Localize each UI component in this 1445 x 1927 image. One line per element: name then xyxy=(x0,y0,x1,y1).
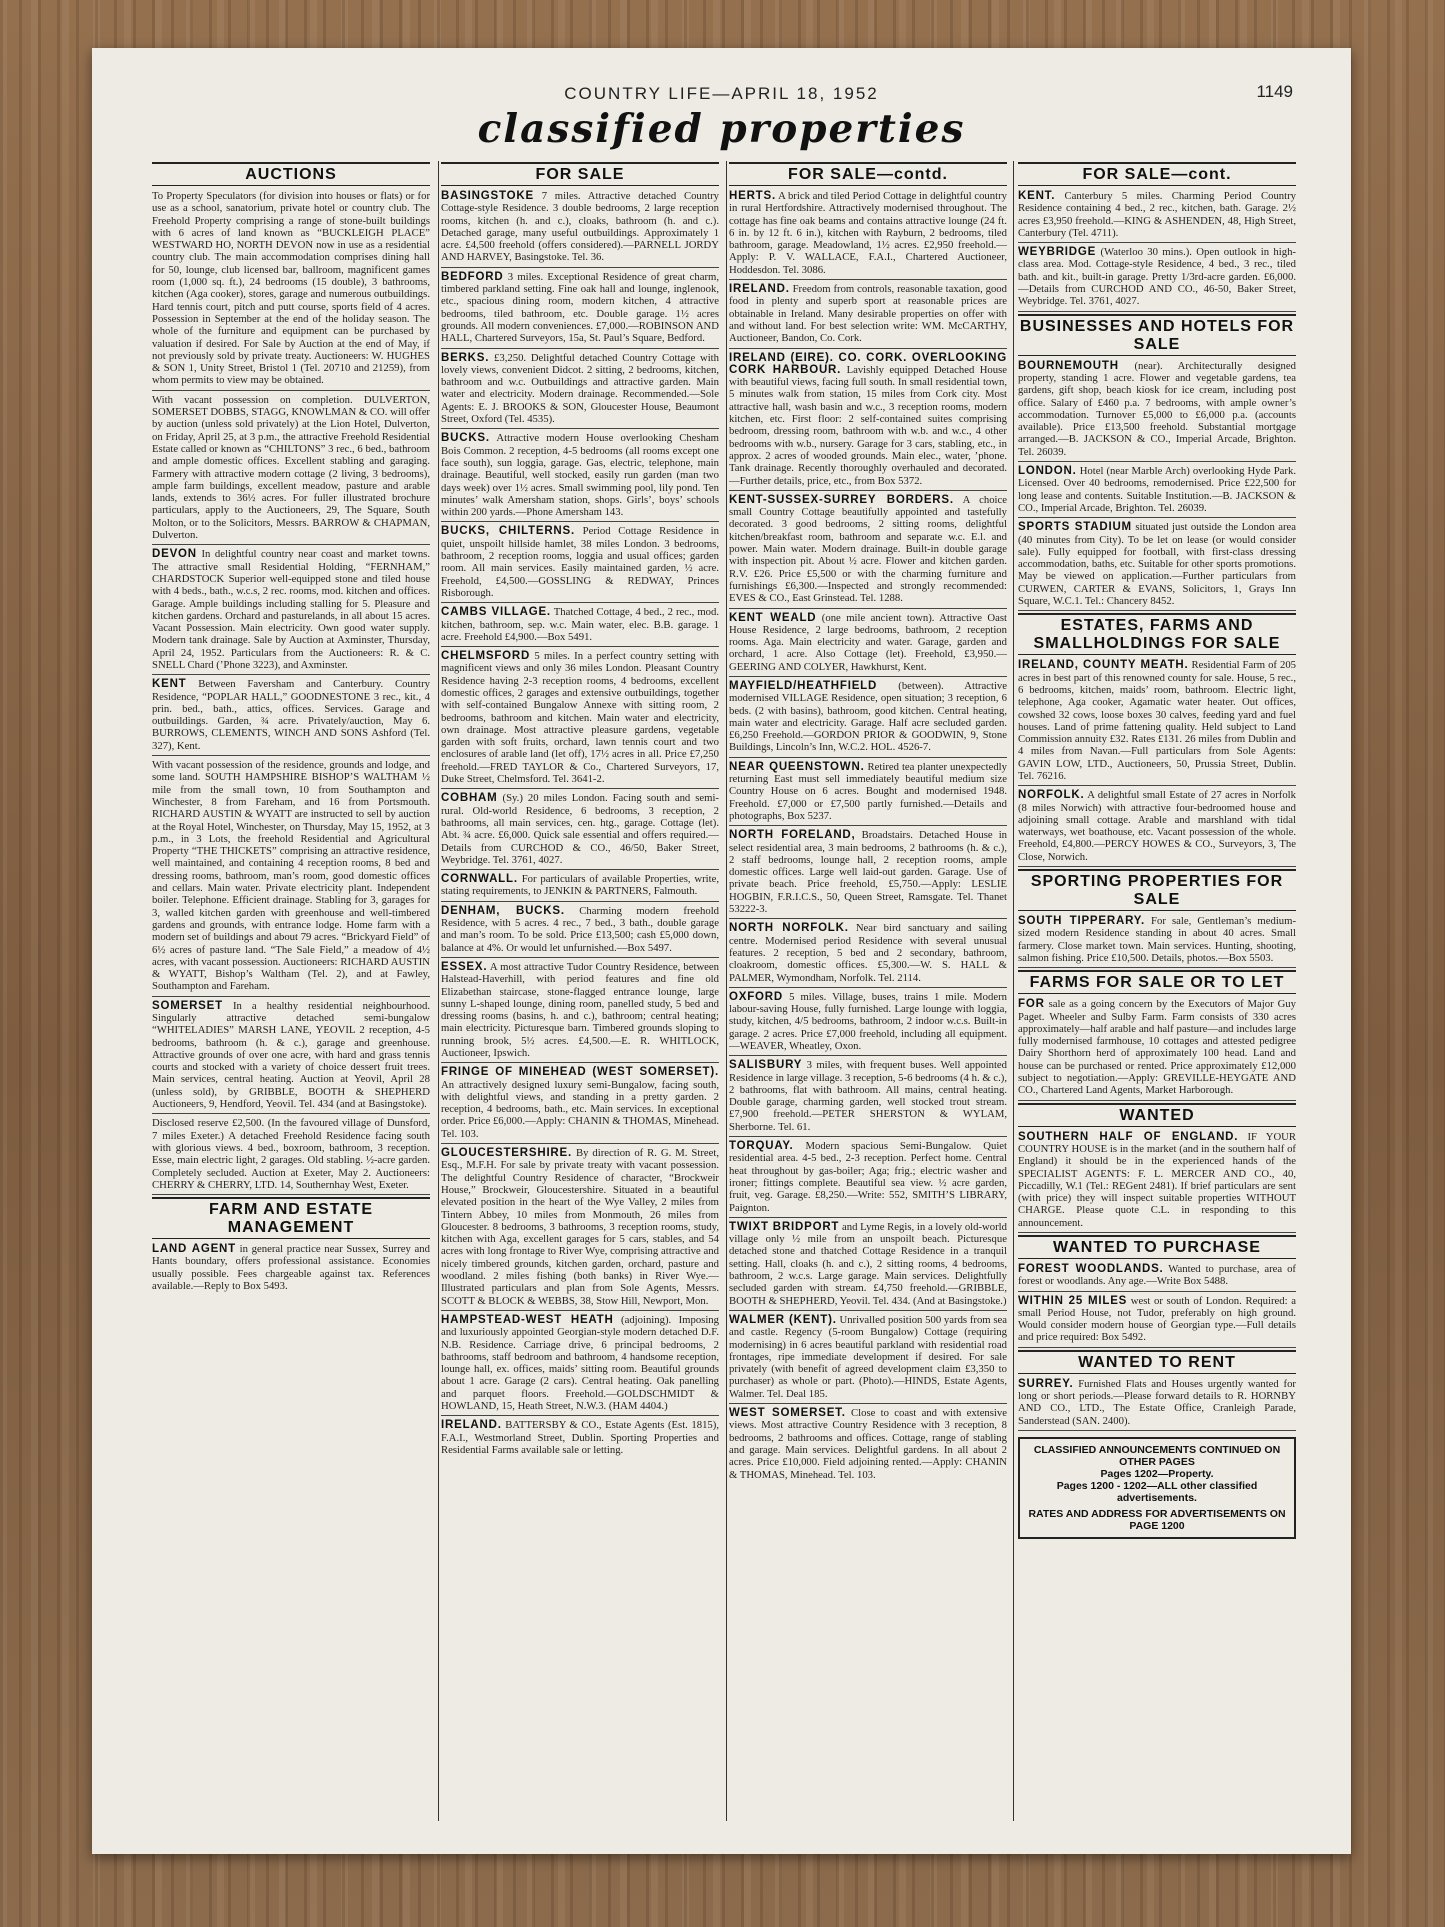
classified-ad xyxy=(729,493,1007,609)
ad-heading: TWIXT BRIDPORT xyxy=(729,1220,840,1233)
ad-heading: CORNWALL. xyxy=(441,873,518,886)
ad-text: 5 miles. In a perfect country setting with magnificent views and only 36 miles London. Pleasant Country Residence having 2-3 reception rooms, 4 bedrooms, excellent domestic offices, 2 garages and extensive outbuildings, together with self-contained Bungalow Annexe with sitting room, 2 bedrooms, bathroom and kitchen. Main water and electricity, own drainage. Most attractive pleasure gardens, vegetable garden with soft fruits, orchard, lawn tennis court and two enclosures of arable land (let off), 17½ acres in all. Price £7,250 freehold.—FRED TAYLOR & Co., Chartered Surveyors, 17, Duke Street, Chelmsford. Tel. 3641-2. xyxy=(441,650,719,786)
ad-text: (adjoining). Imposing and luxuriously appointed Georgian-style modern detached D.F. N.B. Residence. Carriage drive, 6 principal bedrooms, 2 bathrooms, staff bedroom and bathroom, 4 handsome reception, lounge hall, ex. offices, maids’ sitting room. Beautiful grounds about 1 acre. Garage (2 cars). Central heating. Oak panelling and parquet floors. Freehold.—GOLDSCHMIDT & HOWLAND, 15, Heath Street, N.W.3. (HAM 4404.) xyxy=(441,1313,719,1413)
ad-heading: DENHAM, BUCKS. xyxy=(441,904,565,917)
classified-ad xyxy=(729,1220,1007,1311)
classified-ad xyxy=(441,1313,719,1416)
classified-ad xyxy=(729,351,1007,491)
classified-ad xyxy=(1018,464,1296,518)
ad-text: In delightful country near coast and market towns. The attractive small Residential Holding, “FERNHAM,” CHARDSTOCK Superior well-equipped stone and tiled house with 4 beds., bath., w.c.s, 2 rec. rooms, mod. kitchen and offices. Garage. Ample buildings including stalling for 5. Pleasure and kitchen gardens. Orchard and pasturelands, in all about 15 acres. Vacant Possession. Main electricity. Own good water supply. Modern tank drainage. Sale by Auction at Axminster, Thursday, April 24, 1952. Particulars from the Auctioneers: R. & C. SNELL Chard (’Phone 3223), and Axminster. xyxy=(152,548,430,671)
classified-ad xyxy=(1018,788,1296,867)
ad-text: A most attractive Tudor Country Residence, between Halstead-Haverhill, with period features and fine old Elizabethan staircase, stone-flagged entrance lounge, large sunny L-shaped lounge, dining room, panelled study, 5 bed and dressing rooms (basins, h. and c.), bathroom; central heating; main electricity. Picturesque barn. Timbered grounds sloping to running brook, 5½ acres. £4,500.—E. R. WHITLOCK, Auctioneer, Ipswich. xyxy=(441,960,719,1059)
classified-ad xyxy=(729,990,1007,1056)
ad-heading: KENT WEALD xyxy=(729,611,817,624)
classified-ad xyxy=(729,611,1007,677)
ad-heading: COBHAM xyxy=(441,792,498,805)
ad-heading: FOR xyxy=(1018,998,1045,1011)
ad-text: BATTERSBY & CO., Estate Agents (Est. 1815), F.A.I., Westmorland Street, Dublin. Sporting Properties and Residential Farms available sale or letting. xyxy=(441,1419,719,1456)
column-1 xyxy=(152,160,430,1825)
classified-ad xyxy=(152,758,430,997)
classified-ad xyxy=(729,921,1007,987)
section-heading: WANTED xyxy=(1018,1103,1296,1127)
classified-ad xyxy=(729,1139,1007,1218)
classified-ad xyxy=(152,547,430,675)
classified-ad xyxy=(441,960,719,1063)
classified-ad xyxy=(729,679,1007,758)
column-4 xyxy=(1018,160,1296,1825)
ad-text: Broadstairs. Detached House in select residential area, 3 main bedrooms, 2 bathrooms (h. & c.), 2 staff bedrooms, lounge hall, 2 reception rooms, ample domestic offices. Large well laid-out garden. Garage. Use of private beach. Price freehold, £5,750.—Apply: LESLIE HOGBIN, F.R.I.C.S., 50, Queen Street, Ramsgate. Tel. Thanet 53222-3. xyxy=(729,829,1007,916)
classified-ad xyxy=(152,1116,430,1195)
classified-ad xyxy=(729,189,1007,280)
ad-text: For sale, Gentleman’s medium-sized modern Residence standing in about 40 acres. Small farmery. Close market town. Main services. Hunting, shooting, salmon fishing. Price £10,500. Details, photos.—Box 5503. xyxy=(1018,915,1296,964)
ad-heading: OXFORD xyxy=(729,990,783,1003)
ad-text: 3 miles, with frequent buses. Well appointed Residence in large village. 3 reception, 5-6 bedrooms (4 h. & c.), 2 bathrooms, flat with bathroom. All mains, central heating. Double garage, charming garden, well stocked trout stream. £7,900 freehold.—PETER SHERSTON & WYLAM, Sherborne. Tel. 61. xyxy=(729,1059,1007,1133)
classified-ad xyxy=(1018,1262,1296,1292)
ad-heading: FOREST WOODLANDS. xyxy=(1018,1263,1164,1275)
ad-heading: BUCKS. xyxy=(441,432,490,445)
ad-heading: CHELMSFORD xyxy=(441,650,531,663)
section-heading: WANTED TO PURCHASE xyxy=(1018,1235,1296,1259)
ad-text: In a healthy residential neighbourhood. Singularly attractive detached semi-bungalow “WHITELADIES” MARSH LANE, YEOVIL 2 reception, 4-5 bedrooms, bathroom (h. & c.), garage and greenhouse. Attractive grounds of over one acre, with hard and grass tennis courts and stocked with a variety of choice dessert fruit trees. Main services, central heating. Auction at Yeovil, April 28 (unless sold), by GRIBBLE, BOOTH & SHEPHERD Auctioneers, 9, Hendford, Yeovil. Tel. 434 (and at Basingstoke). xyxy=(152,999,430,1111)
ad-text: Close to coast and with extensive views. Most attractive Country Residence with 3 reception, 8 bedrooms, 2 bathrooms and offices. Cottage, range of stabling and garage. Main services. Delightful gardens. In all about 2 acres. Price £10,000. Field adjoining rented.—Apply: CHANIN & THOMAS, Minehead. Tel. 103. xyxy=(729,1407,1007,1481)
classified-ad xyxy=(729,828,1007,919)
ad-heading: NORTH NORFOLK. xyxy=(729,922,849,935)
classified-ad xyxy=(441,431,719,522)
notice-line: Pages 1202—Property. xyxy=(1100,1467,1214,1480)
classified-ad xyxy=(152,393,430,546)
ad-text: sale as a going concern by the Executors of Major Guy Paget. Wheeler and Sulby Farm. Farm consists of 330 acres approximately—half arable and half pasture—and includes large fully modernised farmhouse, 10 cottages and attested pedigree Dairy Shorthorn herd of approximately 100 head. Land and house can be purchased or rented. Price approximately £12,000 subject to negotiation.—Apply: GREVILLE-HEYGATE AND CO., Chartered Land Agents, Market Harborough. xyxy=(1018,998,1296,1097)
classified-ad xyxy=(1018,1130,1296,1233)
classified-ad xyxy=(441,270,719,349)
ad-heading: GLOUCESTERSHIRE. xyxy=(441,1147,573,1160)
ad-heading: KENT-SUSSEX-SURREY BORDERS. xyxy=(729,493,954,506)
section-heading: FOR SALE—contd. xyxy=(729,162,1007,186)
section-heading: FARM AND ESTATE MANAGEMENT xyxy=(152,1197,430,1239)
classified-ad xyxy=(1018,1294,1296,1348)
ad-text: Unrivalled position 500 yards from sea and castle. Regency (5-room Bungalow) Cottage (requiring modernising) in 6 acres beautiful parkland with residential road frontages, ripe immediate development if desired. For sale privately (with benefit of agreed development claim £3,350 to purchaser) as whole or part. (Photo).—HINDS, Estate Agents, Walmer. Tel. Deal 185. xyxy=(729,1313,1007,1400)
ad-text: in general practice near Sussex, Surrey and Hants boundary, offers professional assistance. Economies usually possible. Fees chargeable against tax. References available.—Reply to Box 5493. xyxy=(152,1243,430,1293)
classified-ad xyxy=(441,524,719,603)
ad-text: Attractive modern House overlooking Chesham Bois Common. 2 reception, 4-5 bedrooms (all rooms except one face south), sun loggia, garage. Gas, electric, telephone, main drainage. Beautiful, well stocked, easily run garden (man two days week) over 1½ acres. Small swimming pool, lily pond. Ten minutes’ walk Amersham station, shops. Girls’, boys’ schools within 200 yards.—Phone Amersham 143. xyxy=(441,432,719,519)
ad-heading: KENT. xyxy=(1018,190,1056,202)
classified-ad xyxy=(1018,359,1296,462)
column-rule xyxy=(438,161,439,1821)
ad-heading: HERTS. xyxy=(729,190,776,202)
ad-text: (between). Attractive modernised VILLAGE Residence, open situation; 3 reception, 6 beds. (2 with basins), bathroom, good kitchen. Central heating, main water and electricity. Garage. Half acre secluded garden. £6,250 Freehold.—GORDON PRIOR & GOODWIN, 9, Stone Buildings, Lincoln’s Inn, W.C.2. HOL. 4526-7. xyxy=(729,679,1007,754)
classified-ad xyxy=(729,1313,1007,1404)
ad-heading: WEYBRIDGE xyxy=(1018,246,1097,259)
ad-text: Charming modern freehold Residence, with 5 acres. 4 rec., 7 bed., 3 bath., double garage and man’s room. To be sold. Price £13,500; cash £5,000 down, balance at 4%. Or would let unfurnished.—Box 5497. xyxy=(441,904,719,954)
ad-text: situated just outside the London area (40 minutes from City). To be let on lease (or would consider sale). Fully equipped for football, with first-class dressing accommodation, baths, etc. Suitable for other sports promotions. May be viewed on application.—Further particulars from CURWEN, CARTER & EVANS, Solicitors, 1, Grays Inn Square, W.C.1. Tel.: Chancery 8452. xyxy=(1018,521,1296,608)
ad-heading: WITHIN 25 MILES xyxy=(1018,1294,1128,1307)
ad-heading: SALISBURY xyxy=(729,1059,803,1072)
section-heading: WANTED TO RENT xyxy=(1018,1350,1296,1374)
ad-text: (near). Architecturally designed property, standing 1 acre. Flower and vegetable gardens, tea gardens, gift shop, beach kiosk for ice cream, including post office. Salary of £460 p.a. 7 bedrooms, with ample owner’s accommodation. Turnover £5,000 to £6,000 p.a. (accounts available). Price £13,500 freehold. Substantial mortgage arranged.—B. JACKSON & CO., Imperial Arcade, Brighton. Tel. 26039. xyxy=(1018,359,1296,458)
ad-text: Thatched Cottage, 4 bed., 2 rec., mod. kitchen, bathroom, sep. w.c. Main water, elec. B.B. garage. 1 acre. Freehold £4,900.—Box 5491. xyxy=(441,606,719,643)
classified-ad xyxy=(441,791,719,870)
ad-text: 3 miles. Exceptional Residence of great charm, timbered parkland setting. Fine oak hall and lounge, inglenook, etc., spacious dining room, modern kitchen, 4 attractive bedrooms, tiled bathroom, etc. Double garage. 1½ acres grounds. All modern conveniences. £7,000.—ROBINSON AND HALL, Chartered Surveyors, 15a, St. Paul’s Square, Bedford. xyxy=(441,270,719,345)
section-heading: FOR SALE—cont. xyxy=(1018,162,1296,186)
ad-heading: NORTH FORELAND, xyxy=(729,829,856,842)
classified-ad xyxy=(1018,189,1296,243)
ad-text: (Waterloo 30 mins.). Open outlook in high-class area. Mod. Cottage-style Residence, 4 bed., 3 rec., tiled bath. and kit., built-in garage. Pretty 1/3rd-acre garden. £6,000.—Details from CURCHOD AND CO., 46-50, Baker Street, Weybridge. Tel. 3761, 4027. xyxy=(1018,246,1296,308)
ad-text: IF YOUR COUNTRY HOUSE is in the market (and in the southern half of England) it should be in the experienced hands of the SPECIALIST AGENTS: F. L. MERCER AND CO., 40, Piccadilly, W.1 (Tel.: REGent 2481). If brief particulars are sent (with price) they will inspect suitable properties WITHOUT CHARGE. Please quote C.L. in responding to this announcement. xyxy=(1018,1130,1296,1229)
ad-text: (Sy.) 20 miles London. Facing south and semi-rural. Old-world Residence, 6 bedrooms, 3 reception, 2 bathrooms, all main services, cen. htg., garage. Cottage (let). Abt. ¾ acre. £6,000. Quick sale essential and offers required.—Details from CURCHOD & CO., 46/50, Baker Street, Weybridge. Tel. 3761, 4027. xyxy=(441,792,719,866)
ad-heading: IRELAND (EIRE). CO. CORK. OVERLOOKING CORK HARBOUR. xyxy=(729,351,1007,376)
column-3 xyxy=(729,160,1007,1825)
ad-text: A delightful small Estate of 27 acres in Norfolk (8 miles Norwich) with attractive four-bedroomed house and adjoining small cottage. Arable and marshland with tidal waterways, wet boathouse, etc. Vacant possession of the whole. Freehold, £4,800.—PERCY HOWES & CO., Surveyors, 3, The Close, Norwich. xyxy=(1018,789,1296,863)
notice-line: Pages 1200 - 1202—ALL other classified advertisements. xyxy=(1056,1479,1258,1504)
ad-text: To Property Speculators (for division into houses or flats) or for use as a school, sanatorium, private hotel or country club. The Freehold Property comprising a range of stone-built buildings with 6 acres of land known as “BUCKLEIGH PLACE” WESTWARD HO, NORTH DEVON now in use as a residential country club. The main accommodation comprises dining hall for 50, lounge, club licensed bar, ballroom, magnificent games room (1,000 sq. ft.), 24 bedrooms (15 double), 3 bathrooms, kitchen (Aga cooker), stores, garage and numerous outbuildings. Hard tennis court, pitch and putt course, sports field of 4 acres. Possession in September at the end of the holiday season. The whole of the furniture and equipment can be purchased by valuation if desired. For Sale by Auction at the end of May, if not previously sold by private treaty. Auctioneers: W. HUGHES & SON 1, Unity Street, Bristol 1 (Tel. 20710 and 21259), from whom permits to view may be obtained. xyxy=(152,190,430,387)
ad-text: 7 miles. Attractive detached Country Cottage-style Residence. 3 double bedrooms, 2 large reception rooms, kitchen (h. and c.), cloaks, bathroom (h. and c.). Detached garage, many useful outbuildings. Approximately 1 acre. £4,500 freehold (offers considered).—PARNELL JORDY AND HARVEY, Basingstoke. Tel. 36. xyxy=(441,190,719,264)
ad-heading: WALMER (KENT). xyxy=(729,1313,837,1326)
classified-ad xyxy=(729,1058,1007,1137)
ad-heading: FRINGE OF MINEHEAD (WEST SOMERSET). xyxy=(441,1066,719,1079)
ad-text: Retired tea planter unexpectedly returning East must sell immediately beautiful medium size Country House on 6 acres. Bought and modernised 1948. Freehold. £7,000 or £7,500 partly furnished.—Details and photographs, Box 5237. xyxy=(729,760,1007,822)
ad-heading: CAMBS VILLAGE. xyxy=(441,606,551,619)
ad-heading: SOMERSET xyxy=(152,999,223,1012)
ad-text: Between Faversham and Canterbury. Country Residence, “POPLAR HALL,” GOODNESTONE 3 rec., kit., 4 prin. bed., bath., attics, offices. Services. Garage and outbuildings. Garden, ¾ acre. Privately/auction, May 6. BURROWS, CLEMENTS, WINCH AND SONS Ashford (Tel. 327), Kent. xyxy=(152,678,430,752)
page-title: classified properties xyxy=(477,106,966,152)
ad-heading: IRELAND, COUNTY MEATH. xyxy=(1018,659,1189,672)
ad-heading: SOUTH TIPPERARY. xyxy=(1018,915,1145,928)
classified-ad xyxy=(441,351,719,430)
ad-text: £3,250. Delightful detached Country Cottage with lovely views, convenient Didcot. 2 sitting, 2 bedrooms, kitchen, bathroom and w.c. Outbuildings and attractive garden. Main water and electricity. Modern drainage. Recommended.—Sole Agents: E. J. BROOKS & SON, Gloucester House, Beaumont Street, Oxford (Tel. 4535). xyxy=(441,351,719,426)
ad-heading: BEDFORD xyxy=(441,270,504,283)
ad-text: Disclosed reserve £2,500. (In the favoured village of Dunsford, 7 miles Exeter.) A detached Freehold Residence facing south with glorious views. 4 bed., boxroom, bathroom, 3 reception. Esse, main electric light, 2 garages. Old stabling. ½-acre garden. Completely secluded. Auction at Exeter, May 2. Auctioneers: CHERRY & CHERRY, LTD. 14, Southernhay West, Exeter. xyxy=(152,1117,430,1191)
ad-heading: MAYFIELD/HEATHFIELD xyxy=(729,679,878,692)
classified-ad xyxy=(441,904,719,958)
ad-heading: BERKS. xyxy=(441,351,490,364)
ad-text: A choice small Country Cottage beautifully appointed and tastefully decorated. 3 good bedrooms, 2 sitting rooms, delightful kitchen/breakfast room, bathroom and separate w.c. E.l. and power. Main water. Modern drainage. Built-in double garage with inspection pit. About ½ acre. Flower and kitchen garden. R.V. £26. Price £5,500 or with the charming furniture and furnishings £6,300.—Inspected and strongly recommended: EVES & CO., East Grinstead. Tel. 1288. xyxy=(729,493,1007,605)
ad-text: Freedom from controls, reasonable taxation, good food in plenty and superb sport at reasonable prices are obtainable in Ireland. Many desirable properties on offer with and without land. For best selection write: WM. McCARTHY, Auctioneer, Bandon, Co. Cork. xyxy=(729,283,1007,345)
page-number: 1149 xyxy=(1256,82,1293,101)
ad-heading: SURREY. xyxy=(1018,1377,1074,1390)
column-2 xyxy=(441,160,719,1825)
ad-text: Lavishly equipped Detached House with beautiful views, facing full south. In small residential town, 5 minutes walk from station, 15 miles from Cork city. Most attractive hall, wash basin and w.c., 3 reception rooms, modern kitchen, etc. First floor: 2 self-contained suites comprising bedroom, dressing room, bathroom with w.b. and w.c., 4 other bedrooms with w.b., nursery. Garage for 3 cars, stabling, etc., in approx. 2 acres of wooded grounds. Main elec., water, ’phone. Tank drainage. Recently thoroughly overhauled and decorated.—Further details, price, etc., from Box 5372. xyxy=(729,363,1007,487)
ad-heading: BOURNEMOUTH xyxy=(1018,359,1119,372)
ad-text: Residential Farm of 205 acres in best part of this renowned county for sale. House, 5 rec., 6 bedrooms, kitchen, maids’ room, bathroom. Electric light, telephone, Aga cooker, Agamatic water heater. Out offices, cowshed 32 cows, loose boxes 30 calves, feeding yard and fuel houses. Land of prime fattening quality. Held subject to Land Commission annuity £32. Rates £131. 26 miles from Dublin and 4 miles from Navan.—Full particulars from Sole Agents: GAVIN LOW, LTD., Auctioneers, 50, Prussia Street, Dublin. Tel. 76216. xyxy=(1018,659,1296,782)
ad-text: Canterbury 5 miles. Charming Period Country Residence containing 4 bed., 2 rec., kitchen, bath. Garage. 2½ acres £3,950 freehold.—KING & ASHENDEN, 48, High Street, Canterbury (Tel. 4711). xyxy=(1018,190,1296,239)
section-heading: FOR SALE xyxy=(441,162,719,186)
ad-text: With vacant possession on completion. DULVERTON, SOMERSET DOBBS, STAGG, KNOWLMAN & CO. will offer by auction (unless sold privately) at the Lion Hotel, Dulverton, on Friday, April 25, at 3 p.m., the attractive Freehold Residential Estate called or known as “CHILTONS” 3 rec., 6 bed., bathroom and ample domestic offices. Excellent stabling and garaging. Farmery with attractive modern cottage (2 living, 3 bedrooms), ample farm buildings, excellent meadow, pasture and arable lands, extends to 36½ acres. For fuller illustrated brochure particulars, apply to the Auctioneers, 29, The Square, South Molton, or to the Solicitors, Messrs. BARROW & CHAPMAN, Dulverton. xyxy=(152,393,430,542)
classified-ad xyxy=(441,1146,719,1311)
ad-text: west or south of London. Required: a small Period House, not Tudor, preferably on high ground. Would consider modern house of Georgian type.—Full details and price required: Box 5492. xyxy=(1018,1294,1296,1344)
ad-heading: NORFOLK. xyxy=(1018,789,1085,802)
classified-ad xyxy=(1018,997,1296,1100)
classified-ad xyxy=(152,999,430,1115)
classified-ad xyxy=(441,1065,719,1144)
section-heading: FARMS FOR SALE OR TO LET xyxy=(1018,970,1296,994)
notice-line: RATES AND ADDRESS FOR ADVERTISEMENTS ON PAGE 1200 xyxy=(1028,1507,1286,1532)
classified-ad xyxy=(729,760,1007,826)
ad-heading: BASINGSTOKE xyxy=(441,190,534,202)
ad-text: An attractively designed luxury semi-Bungalow, facing south, with delightful views, and standing in a pretty garden. 2 reception, 4 bedrooms, bath., etc. Main services. In exceptional order. Price £6,000.—Apply: CHANIN & THOMAS, Minehead. Tel. 103. xyxy=(441,1078,719,1140)
section-heading: BUSINESSES AND HOTELS FOR SALE xyxy=(1018,314,1296,356)
classified-ad xyxy=(1018,914,1296,968)
ad-heading: TORQUAY. xyxy=(729,1140,794,1153)
ad-text: 5 miles. Village, buses, trains 1 mile. Modern labour-saving House, fully furnished. Large lounge with loggia, study, kitchen, 4/5 bedrooms, bathroom, 2 indoor w.c.s. Built-in garage. 2 acres. Price £7,000 freehold, including all equipment.—WEAVER, Wheatley, Oxon. xyxy=(729,990,1007,1052)
classified-ad xyxy=(441,649,719,789)
ad-heading: NEAR QUEENSTOWN. xyxy=(729,760,865,773)
ad-text: Furnished Flats and Houses urgently wanted for long or short periods.—Please forward details to R. HORNBY AND CO., LTD., The Estate Office, Cranleigh Parade, Sanderstead (SAN. 2400). xyxy=(1018,1377,1296,1427)
classified-ad xyxy=(441,1418,719,1459)
ad-text: A brick and tiled Period Cottage in delightful country in rural Hertfordshire. Attractively modernised throughout. The cottage has fine oak beams and contains attractive lounge (24 ft. 6 in. by 12 ft. 6 in.), kitchen with Rayburn, 2 bedrooms, tiled bathroom, garage. Meadowland, 1½ acres. £2,950 freehold.—Apply: P. V. WALLACE, F.A.I., Chartered Auctioneer, Hoddesdon. Tel. 3086. xyxy=(729,190,1007,276)
ad-heading: DEVON xyxy=(152,548,197,561)
ad-heading: LONDON. xyxy=(1018,465,1077,478)
ad-heading: KENT xyxy=(152,678,187,691)
magazine-page xyxy=(92,48,1351,1854)
ad-text: and Lyme Regis, in a lovely old-world village only ½ mile from an unspoilt beach. Picturesque detached stone and thatched Cottage Residence in a tranquil setting. Hall, cloaks (h. and c.), 2 sitting rooms, 4 bedrooms, bathroom, 2 w.c.s. Large garage. Main services. Delightfully secluded garden with stream. £4,750 freehold.—GRIBBLE, BOOTH & SHEPHERD, Yeovil. Tel. 434. (And at Basingstoke.) xyxy=(729,1220,1007,1307)
ad-text: (one mile ancient town). Attractive Oast House Residence, 2 large bedrooms, bathroom, 2 reception rooms. Aga. Main electricity and water. Garage, garden and orchard, 1 acre. Also Cottage (let). Freehold, £3,950.—GEERING AND COLYER, Hawkhurst, Kent. xyxy=(729,611,1007,673)
ad-text: Near bird sanctuary and sailing centre. Modernised period Residence with several unusual features. 2 reception, 5 bed and 2 secondary, bathroom, cloakroom, domestic offices. £5,300.—W. S. HALL & PALMER, Wymondham, Norfolk. Tel. 2114. xyxy=(729,922,1007,984)
column-rule xyxy=(1013,161,1014,1821)
ad-heading: BUCKS, CHILTERNS. xyxy=(441,525,576,538)
classified-ad xyxy=(152,677,430,756)
ad-text: For particulars of available Properties, write, stating requirements, to JENKIN & PARTNERS, Falmouth. xyxy=(441,873,719,898)
ad-heading: ESSEX. xyxy=(441,960,488,973)
ad-heading: SOUTHERN HALF OF ENGLAND. xyxy=(1018,1130,1239,1143)
classified-ad xyxy=(441,189,719,268)
column-rule xyxy=(726,161,727,1821)
section-heading: ESTATES, FARMS AND SMALLHOLDINGS FOR SALE xyxy=(1018,613,1296,655)
ad-heading: SPORTS STADIUM xyxy=(1018,521,1132,534)
classified-ad xyxy=(1018,520,1296,611)
classified-ad xyxy=(729,282,1007,348)
notice-line: CLASSIFIED ANNOUNCEMENTS CONTINUED ON OTHER PAGES xyxy=(1033,1443,1281,1468)
section-heading: SPORTING PROPERTIES FOR SALE xyxy=(1018,869,1296,911)
masthead: COUNTRY LIFE—APRIL 18, 1952 xyxy=(564,84,879,103)
ad-heading: IRELAND. xyxy=(729,283,790,296)
ad-text: By direction of R. G. M. Street, Esq., M.F.H. For sale by private treaty with vacant possession. The delightful Country Residence of character, “Brockweir House,” Brockweir, Gloucestershire. Situated in a beautiful elevated position in the heart of the Wye Valley, 2 miles from Tintern Abbey, 10 miles from Monmouth, 26 miles from Gloucester. 8 bedrooms, 3 bathrooms, 3 reception rooms, study, kitchen with Aga, excellent garages for 5 cars, stables, and 54 acres with long frontage to River Wye, comprising attractive and nicely timbered grounds, kitchen garden, orchard, pasture and woodland. 2 miles fishing (both banks) in River Wye.—Illustrated particulars and plan from Sole Agents, Messrs. SCOTT & BLOCK & WEBBS, 38, Stow Hill, Newport, Mon. xyxy=(441,1147,719,1307)
classified-ad xyxy=(1018,245,1296,311)
ad-heading: IRELAND. xyxy=(441,1419,502,1432)
classified-ad xyxy=(729,1406,1007,1484)
classified-ad xyxy=(1018,1377,1296,1431)
classified-ad xyxy=(1018,658,1296,786)
classified-ad xyxy=(441,872,719,902)
ad-heading: LAND AGENT xyxy=(152,1243,236,1256)
section-heading: AUCTIONS xyxy=(152,162,430,186)
ad-text: Wanted to purchase, area of forest or woodlands. Any age.—Write Box 5488. xyxy=(1018,1263,1296,1288)
continued-notice-box xyxy=(1018,1437,1296,1539)
classified-ad xyxy=(441,605,719,647)
ad-text: Modern spacious Semi-Bungalow. Quiet residential area. 4-5 bed., 2-3 reception. Perfect home. Central heat throughout by gas-boiler; Aga; frig.; electric washer and ironer; fittings complete. Beautiful sea view. ½ acre garden, fruit, veg. Garage. £8,250.—Write: 552, SMITH’S LIBRARY, Paignton. xyxy=(729,1140,1007,1214)
ad-text: Period Cottage Residence in quiet, unspoilt hillside hamlet, 38 miles London. 3 bedrooms, bathroom, 2 reception rooms, loggia and usual offices; garden room. All main services. Easily maintained garden, ½ acre. Freehold, £4,500.—GOSSLING & REDWAY, Princes Risborough. xyxy=(441,525,719,599)
ad-heading: WEST SOMERSET. xyxy=(729,1407,846,1420)
classified-ad xyxy=(152,1242,430,1295)
classified-ad xyxy=(152,189,430,391)
ad-text: With vacant possession of the residence, grounds and lodge, and some land. SOUTH HAMPSHIRE BISHOP’S WALTHAM ½ mile from the small town, 10 from Southampton and Winchester, 8 from Fareham, and 16 from Portsmouth. RICHARD AUSTIN & WYATT are instructed to sell by auction at the Royal Hotel, Winchester, on Thursday, May 15, 1952, at 3 p.m., in 3 Lots, the freehold Residential and Agricultural Property “THE THICKETS” comprising an attractive residence, well maintained, and containing 4 reception rooms, 8 bed and dressing rooms, bathroom, man’s room, good domestic offices and cellars. Main water. Private electricity plant. Independent boiler. Telephone. Efficient drainage. Stabling for 3, garages for 3, walled kitchen garden with greenhouse and well-timbered gardens and grounds, with entrance lodge. Home farm with a modern set of buildings and about 79 acres. “Brickyard Field” of 6½ acres of pasture land. “The Sale Field,” a meadow of 4½ acres, with vacant possession. Auctioneers: RICHARD AUSTIN & WYATT, Bishop’s Waltham (Tel. 2), and at Fawley, Southampton and Fareham. xyxy=(152,759,430,993)
ad-heading: HAMPSTEAD-WEST HEATH xyxy=(441,1313,614,1326)
ad-text: Hotel (near Marble Arch) overlooking Hyde Park. Licensed. Over 40 bedrooms, remodernised. Price £22,500 for long lease and contents. Suitable Institution.—B. JACKSON & CO., Imperial Arcade, Brighton. Tel. 26039. xyxy=(1018,465,1296,514)
